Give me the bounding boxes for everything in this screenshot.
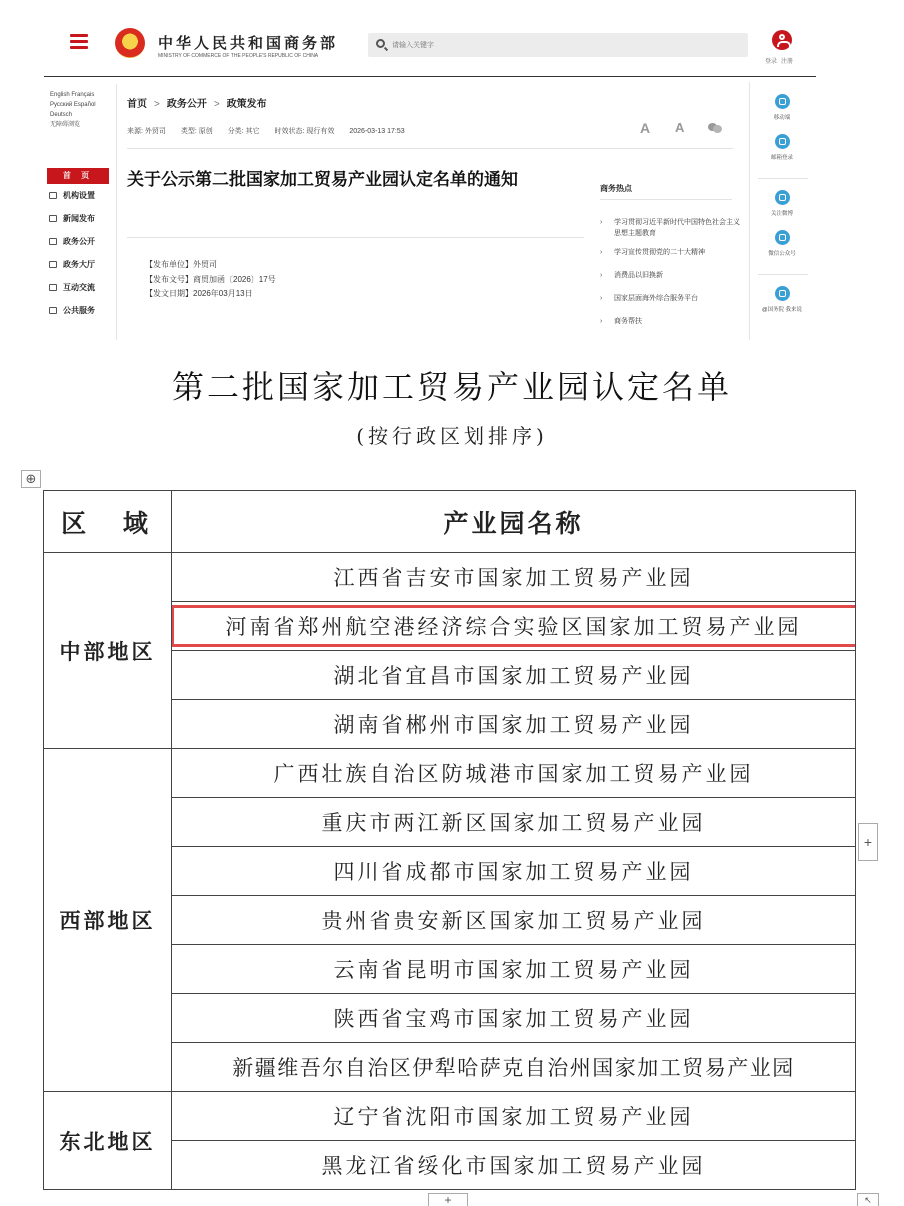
site-title-cn: 中华人民共和国商务部 (158, 35, 339, 52)
search-input[interactable] (392, 37, 732, 53)
region-cell: 中部地区 (44, 553, 172, 749)
hot-topics-list (600, 217, 740, 327)
search-icon[interactable] (376, 39, 385, 48)
tool-label: 邮箱登录 (770, 155, 793, 161)
doc-number: 【发布文号】商贸加函〔2026〕17号 (145, 274, 276, 284)
nav-item-service-hall[interactable] (47, 253, 113, 276)
publisher: 【发布单位】外贸司 (145, 260, 217, 269)
hot-topic-item[interactable]: › 学习宣传贯彻党的二十大精神 (600, 247, 740, 258)
column-header-park-name: 产业园名称 (172, 491, 856, 553)
park-cell: 辽宁省沈阳市国家加工贸易产业园 (172, 1092, 856, 1141)
publication-info (145, 258, 276, 302)
region-cell: 西部地区 (44, 749, 172, 1092)
park-cell: 新疆维吾尔自治区伊犁哈萨克自治州国家加工贸易产业园 (172, 1043, 856, 1092)
hall-icon (49, 261, 57, 268)
search-box (368, 33, 748, 57)
tool-label: 微信公众号 (768, 251, 796, 257)
add-row-button[interactable]: + (428, 1193, 468, 1206)
tool-label: 移动端 (773, 115, 791, 121)
weibo-icon (775, 190, 790, 205)
hot-topic-item[interactable]: › 商务帮扶 (600, 316, 740, 327)
breadcrumb-policy[interactable]: 政策发布 (226, 99, 267, 110)
park-cell: 陕西省宝鸡市国家加工贸易产业园 (172, 994, 856, 1043)
hot-topics-title: 商务热点 (600, 184, 632, 193)
chat-icon (49, 284, 57, 291)
nav-item-affairs[interactable] (47, 230, 113, 253)
toolbar-divider (749, 82, 750, 340)
nav-label: 机构设置 (63, 191, 95, 200)
register-link[interactable]: 注册 (781, 59, 794, 65)
tool-label: @国务院 我来说 (761, 307, 803, 313)
divider (758, 178, 808, 179)
nav-label: 政务公开 (63, 237, 95, 246)
nav-label: 政务大厅 (63, 260, 95, 269)
font-small-button[interactable]: A (675, 120, 685, 135)
login-link[interactable]: 登录 (765, 59, 778, 65)
nav-label: 公共服务 (63, 306, 95, 315)
region-cell: 东北地区 (44, 1092, 172, 1190)
park-cell: 重庆市两江新区国家加工贸易产业园 (172, 798, 856, 847)
mail-icon (775, 134, 790, 149)
park-cell: 云南省昆明市国家加工贸易产业园 (172, 945, 856, 994)
document-title: 第二批国家加工贸易产业园认定名单 (171, 368, 732, 406)
article-meta (127, 126, 418, 136)
table-row (44, 553, 856, 602)
breadcrumb-affairs[interactable]: 政务公开 (166, 99, 207, 110)
mobile-app-button[interactable] (755, 94, 809, 121)
accessibility-link[interactable]: 无障碍浏览 (50, 122, 81, 128)
divider (600, 199, 732, 200)
document-subtitle: (按行政区划排序) (356, 424, 548, 448)
meta-date: 2026-03-13 17:53 (349, 128, 405, 135)
article-headline: 关于公示第二批国家加工贸易产业园认定名单的通知 (127, 170, 518, 189)
park-cell: 贵州省贵安新区国家加工贸易产业园 (172, 896, 856, 945)
language-links (50, 90, 112, 130)
nav-item-interaction[interactable] (47, 276, 113, 299)
add-column-button[interactable]: + (858, 823, 878, 861)
park-cell-highlighted (172, 602, 856, 651)
breadcrumb (127, 95, 267, 110)
user-links (765, 56, 797, 65)
park-cell: 湖北省宜昌市国家加工贸易产业园 (172, 651, 856, 700)
divider (127, 148, 733, 149)
table-row (44, 749, 856, 798)
chevron-right-icon: > (213, 99, 220, 110)
breadcrumb-home[interactable]: 首页 (127, 99, 147, 110)
user-icon[interactable] (772, 30, 792, 50)
column-header-region: 区 域 (44, 491, 172, 553)
nav-item-news[interactable] (47, 207, 113, 230)
park-list-table (43, 490, 856, 1190)
weibo-button[interactable] (755, 190, 809, 217)
table-move-handle-icon[interactable]: ⊕ (21, 470, 41, 488)
nav-item-public-service[interactable] (47, 299, 113, 322)
service-icon (49, 307, 57, 314)
wechat-share-icon[interactable] (708, 122, 722, 133)
national-emblem-logo (115, 28, 145, 58)
tool-label: 关注微博 (770, 211, 793, 217)
meta-status: 时效状态: 现行有效 (274, 128, 335, 135)
meta-source: 来源: 外贸司 (127, 128, 166, 135)
site-title-en: MINISTRY OF COMMERCE OF THE PEOPLE'S REPUBLIC OF CHINA (158, 53, 319, 59)
mail-login-button[interactable] (755, 134, 809, 161)
meta-category: 分类: 其它 (227, 128, 260, 135)
park-cell: 四川省成都市国家加工贸易产业园 (172, 847, 856, 896)
hot-topic-item[interactable]: › 国家层面海外综合服务平台 (600, 293, 740, 304)
wechat-icon (775, 230, 790, 245)
park-cell: 湖南省郴州市国家加工贸易产业园 (172, 700, 856, 749)
table-resize-handle-icon[interactable]: ↖ (857, 1193, 879, 1206)
table-header-row (44, 491, 856, 553)
menu-icon[interactable] (70, 34, 88, 48)
park-cell: 广西壮族自治区防城港市国家加工贸易产业园 (172, 749, 856, 798)
state-council-feedback-button[interactable] (755, 286, 809, 313)
wechat-account-button[interactable] (755, 230, 809, 257)
nav-label: 互动交流 (63, 283, 95, 292)
chevron-right-icon: > (154, 99, 160, 110)
lang-link-en-fr[interactable]: English Français (50, 92, 95, 98)
mobile-icon (775, 94, 790, 109)
meta-type: 类型: 原创 (180, 128, 213, 135)
nav-home[interactable]: 首 页 (47, 168, 109, 184)
lang-link-de[interactable]: Deutsch (50, 112, 73, 118)
org-icon (49, 192, 57, 199)
header-divider (44, 76, 816, 77)
at-icon (775, 286, 790, 301)
park-cell: 江西省吉安市国家加工贸易产业园 (172, 553, 856, 602)
nav-label: 新闻发布 (63, 214, 95, 223)
lang-link-ru-es[interactable]: Русский Español (50, 102, 96, 108)
divider (127, 237, 584, 238)
font-large-button[interactable]: A (640, 120, 651, 136)
sidebar-nav (47, 168, 113, 322)
table-row (44, 1092, 856, 1141)
document-icon (49, 238, 57, 245)
nav-divider (116, 84, 117, 340)
issue-date: 【发文日期】2026年03月13日 (145, 289, 253, 298)
park-name: 河南省郑州航空港经济综合实验区国家加工贸易产业园 (225, 615, 802, 639)
nav-item-organization[interactable] (47, 184, 113, 207)
news-icon (49, 215, 57, 222)
park-cell: 黑龙江省绥化市国家加工贸易产业园 (172, 1141, 856, 1190)
hot-topic-item[interactable]: › 学习贯彻习近平新时代中国特色社会主义思想主题教育 (600, 217, 740, 239)
site-header (0, 0, 904, 78)
hot-topic-item[interactable]: › 消费品以旧换新 (600, 270, 740, 281)
divider (758, 274, 808, 275)
